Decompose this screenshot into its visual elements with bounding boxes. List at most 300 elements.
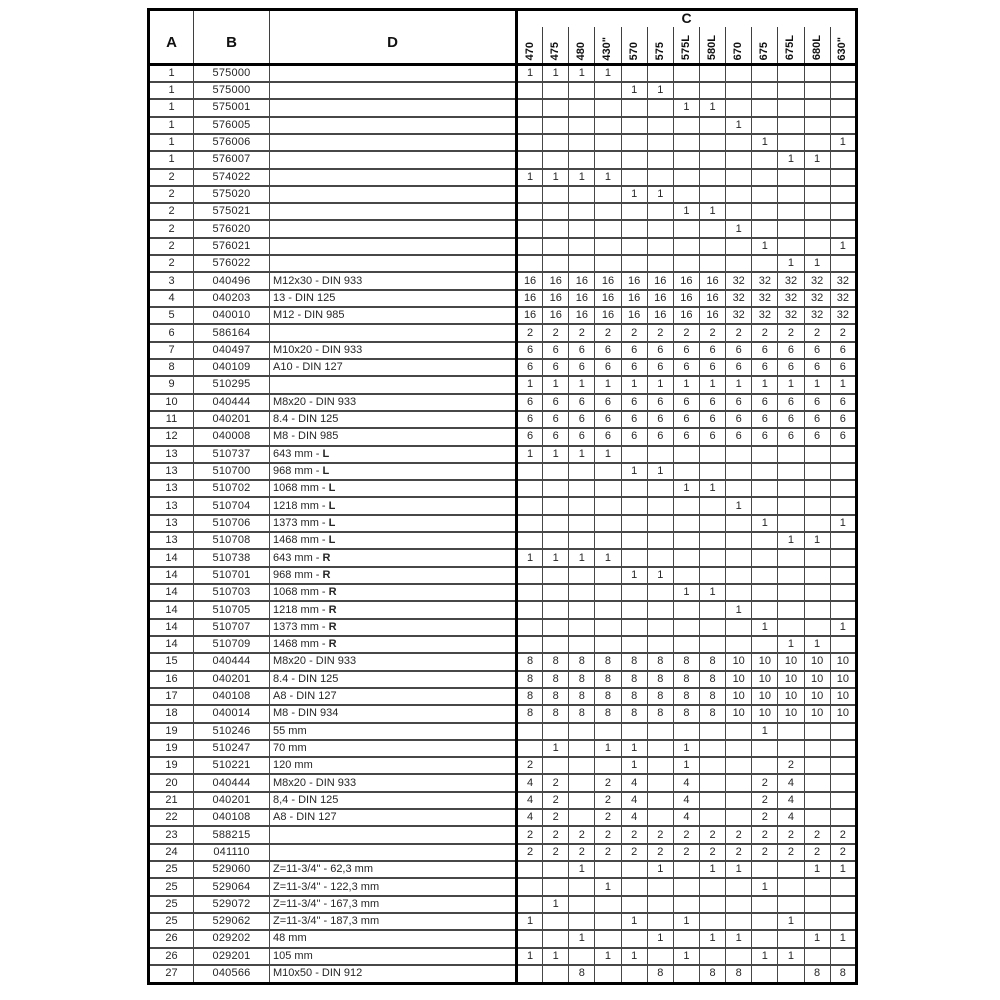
cell-qty <box>726 567 752 584</box>
cell-qty: 2 <box>621 844 647 861</box>
cell-qty: 1 <box>543 376 569 393</box>
cell-qty <box>543 619 569 636</box>
cell-qty: 8 <box>699 671 725 688</box>
cell-qty: 6 <box>543 411 569 428</box>
cell-qty <box>830 463 856 480</box>
cell-qty: 1 <box>778 376 804 393</box>
cell-qty: 1 <box>517 948 543 965</box>
cell-qty <box>778 740 804 757</box>
cell-qty: 1 <box>621 82 647 99</box>
cell-qty: 16 <box>673 272 699 289</box>
cell-qty <box>543 515 569 532</box>
cell-qty <box>778 220 804 237</box>
cell-qty <box>595 584 621 601</box>
table-row <box>149 359 857 376</box>
cell-qty <box>673 619 699 636</box>
table-row <box>149 446 857 463</box>
cell-qty: 6 <box>752 342 778 359</box>
cell-qty: 8 <box>569 705 595 722</box>
description-bold-suffix: L <box>322 465 330 478</box>
cell-qty <box>699 220 725 237</box>
cell-qty <box>569 255 595 272</box>
cell-part-number: 040566 <box>194 965 270 984</box>
cell-qty <box>543 134 569 151</box>
cell-qty <box>830 186 856 203</box>
cell-part-number: 529072 <box>194 896 270 913</box>
cell-qty: 8 <box>543 688 569 705</box>
table-row <box>149 844 857 861</box>
cell-qty: 6 <box>699 394 725 411</box>
cell-qty: 6 <box>621 342 647 359</box>
cell-qty: 16 <box>647 290 673 307</box>
cell-description: 55 mm <box>270 723 517 740</box>
cell-qty <box>804 809 830 826</box>
cell-qty: 1 <box>621 186 647 203</box>
cell-qty <box>621 896 647 913</box>
cell-pos-a: 14 <box>149 636 194 653</box>
cell-qty <box>543 878 569 895</box>
cell-qty: 1 <box>726 220 752 237</box>
cell-qty: 1 <box>569 861 595 878</box>
cell-qty: 6 <box>569 411 595 428</box>
table-row <box>149 740 857 757</box>
cell-qty <box>804 584 830 601</box>
cell-qty: 6 <box>699 428 725 445</box>
cell-qty: 10 <box>830 688 856 705</box>
cell-qty <box>830 740 856 757</box>
cell-qty <box>517 238 543 255</box>
cell-qty: 2 <box>673 844 699 861</box>
cell-qty <box>517 567 543 584</box>
cell-description: 13 - DIN 125 <box>270 290 517 307</box>
cell-qty: 2 <box>726 324 752 341</box>
cell-qty: 2 <box>778 826 804 843</box>
cell-qty <box>752 965 778 984</box>
cell-qty: 6 <box>830 428 856 445</box>
cell-qty <box>595 532 621 549</box>
cell-qty <box>595 220 621 237</box>
cell-qty: 2 <box>830 826 856 843</box>
table-row <box>149 688 857 705</box>
cell-qty <box>726 480 752 497</box>
cell-qty: 8 <box>621 671 647 688</box>
description-bold-suffix: L <box>328 516 336 529</box>
cell-part-number: 510737 <box>194 446 270 463</box>
cell-part-number: 576006 <box>194 134 270 151</box>
cell-qty: 8 <box>647 653 673 670</box>
cell-qty <box>726 584 752 601</box>
cell-qty: 1 <box>804 151 830 168</box>
cell-qty <box>752 255 778 272</box>
cell-qty <box>569 619 595 636</box>
cell-qty: 1 <box>830 930 856 947</box>
cell-qty: 1 <box>595 169 621 186</box>
cell-pos-a: 15 <box>149 653 194 670</box>
cell-qty: 4 <box>517 774 543 791</box>
cell-qty: 1 <box>517 446 543 463</box>
description-bold-suffix: R <box>328 638 337 651</box>
cell-qty: 16 <box>595 272 621 289</box>
cell-qty: 1 <box>621 567 647 584</box>
cell-qty: 1 <box>673 584 699 601</box>
cell-qty: 4 <box>778 774 804 791</box>
cell-qty <box>595 99 621 116</box>
cell-qty: 6 <box>673 394 699 411</box>
cell-qty <box>647 134 673 151</box>
cell-qty: 32 <box>804 307 830 324</box>
cell-part-number: 040497 <box>194 342 270 359</box>
cell-qty: 6 <box>517 411 543 428</box>
cell-qty <box>673 238 699 255</box>
cell-qty: 2 <box>726 826 752 843</box>
cell-qty: 16 <box>699 272 725 289</box>
cell-qty: 1 <box>673 757 699 774</box>
cell-qty <box>726 948 752 965</box>
table-body <box>149 64 857 984</box>
cell-qty <box>699 636 725 653</box>
cell-part-number: 510705 <box>194 601 270 618</box>
cell-pos-a: 22 <box>149 809 194 826</box>
cell-qty: 1 <box>778 913 804 930</box>
cell-pos-a: 19 <box>149 723 194 740</box>
cell-description: M12 - DIN 985 <box>270 307 517 324</box>
qty-column-label: 675 <box>758 42 771 61</box>
cell-qty: 2 <box>647 826 673 843</box>
cell-qty: 8 <box>595 705 621 722</box>
cell-qty <box>517 930 543 947</box>
cell-qty: 1 <box>778 948 804 965</box>
cell-qty: 10 <box>830 705 856 722</box>
cell-qty <box>569 636 595 653</box>
cell-description: Z=11-3/4" - 167,3 mm <box>270 896 517 913</box>
cell-qty <box>543 601 569 618</box>
cell-qty <box>699 896 725 913</box>
cell-qty <box>830 151 856 168</box>
column-header-b: B <box>194 10 270 65</box>
cell-qty <box>726 255 752 272</box>
cell-pos-a: 25 <box>149 913 194 930</box>
cell-qty <box>673 169 699 186</box>
cell-qty <box>673 965 699 984</box>
cell-description: 643 mm - R <box>270 549 517 566</box>
cell-description: 1468 mm - R <box>270 636 517 653</box>
cell-qty <box>699 809 725 826</box>
cell-part-number: 040203 <box>194 290 270 307</box>
cell-qty <box>569 151 595 168</box>
cell-qty <box>517 497 543 514</box>
cell-qty: 1 <box>752 619 778 636</box>
cell-qty <box>778 480 804 497</box>
cell-qty <box>569 220 595 237</box>
cell-qty: 16 <box>569 307 595 324</box>
cell-pos-a: 2 <box>149 169 194 186</box>
cell-qty <box>726 619 752 636</box>
cell-qty <box>830 792 856 809</box>
cell-qty: 1 <box>595 446 621 463</box>
cell-qty <box>726 134 752 151</box>
cell-qty: 6 <box>804 342 830 359</box>
cell-qty <box>752 567 778 584</box>
cell-qty: 2 <box>752 792 778 809</box>
cell-qty <box>778 878 804 895</box>
cell-part-number: 510738 <box>194 549 270 566</box>
cell-qty <box>595 186 621 203</box>
cell-qty <box>804 913 830 930</box>
cell-qty <box>517 151 543 168</box>
cell-qty: 8 <box>673 671 699 688</box>
cell-qty <box>569 792 595 809</box>
cell-qty: 2 <box>595 809 621 826</box>
cell-pos-a: 1 <box>149 134 194 151</box>
cell-qty: 10 <box>778 671 804 688</box>
cell-qty: 1 <box>569 64 595 82</box>
cell-qty <box>517 896 543 913</box>
cell-description: 70 mm <box>270 740 517 757</box>
cell-qty: 1 <box>543 446 569 463</box>
cell-part-number: 040109 <box>194 359 270 376</box>
cell-qty: 4 <box>778 809 804 826</box>
cell-qty <box>726 446 752 463</box>
cell-description: 968 mm - L <box>270 463 517 480</box>
cell-qty: 2 <box>673 826 699 843</box>
cell-qty <box>804 186 830 203</box>
cell-qty: 6 <box>726 411 752 428</box>
cell-qty <box>569 601 595 618</box>
qty-column-label: 575L <box>679 35 692 61</box>
cell-qty: 2 <box>804 324 830 341</box>
cell-qty <box>830 584 856 601</box>
cell-qty: 10 <box>804 688 830 705</box>
cell-qty: 16 <box>647 272 673 289</box>
description-bold-suffix: R <box>328 603 337 616</box>
cell-qty: 6 <box>673 428 699 445</box>
cell-qty <box>569 584 595 601</box>
cell-qty <box>673 601 699 618</box>
cell-qty: 6 <box>595 411 621 428</box>
cell-qty: 32 <box>726 272 752 289</box>
cell-qty: 1 <box>595 740 621 757</box>
cell-qty <box>569 896 595 913</box>
cell-qty <box>752 82 778 99</box>
cell-description <box>270 826 517 843</box>
cell-qty: 16 <box>569 290 595 307</box>
column-group-header-c: C <box>517 10 857 28</box>
cell-description: 643 mm - L <box>270 446 517 463</box>
cell-qty <box>543 567 569 584</box>
cell-qty <box>726 757 752 774</box>
cell-qty: 8 <box>647 965 673 984</box>
cell-qty: 32 <box>830 307 856 324</box>
cell-qty: 8 <box>830 965 856 984</box>
cell-qty <box>673 896 699 913</box>
table-row <box>149 376 857 393</box>
cell-pos-a: 21 <box>149 792 194 809</box>
cell-qty: 1 <box>595 948 621 965</box>
cell-qty <box>673 532 699 549</box>
cell-qty: 16 <box>699 290 725 307</box>
cell-qty: 1 <box>517 549 543 566</box>
cell-qty: 16 <box>595 307 621 324</box>
cell-qty: 6 <box>647 428 673 445</box>
table-row <box>149 290 857 307</box>
cell-qty <box>752 64 778 82</box>
cell-description: M8 - DIN 985 <box>270 428 517 445</box>
cell-qty <box>699 792 725 809</box>
cell-qty <box>647 584 673 601</box>
cell-qty: 1 <box>621 463 647 480</box>
cell-qty: 16 <box>621 290 647 307</box>
cell-qty: 2 <box>830 844 856 861</box>
cell-qty: 1 <box>517 913 543 930</box>
cell-part-number: 029201 <box>194 948 270 965</box>
cell-qty: 6 <box>778 428 804 445</box>
cell-qty <box>647 948 673 965</box>
cell-qty <box>830 636 856 653</box>
description-bold-suffix: L <box>322 447 330 460</box>
cell-qty: 32 <box>778 272 804 289</box>
cell-qty <box>595 619 621 636</box>
cell-qty <box>647 532 673 549</box>
cell-qty <box>804 82 830 99</box>
cell-qty: 6 <box>726 428 752 445</box>
table-row <box>149 186 857 203</box>
cell-pos-a: 7 <box>149 342 194 359</box>
cell-qty <box>543 723 569 740</box>
cell-qty: 2 <box>517 844 543 861</box>
cell-qty: 32 <box>752 272 778 289</box>
cell-part-number: 510700 <box>194 463 270 480</box>
cell-qty <box>778 515 804 532</box>
cell-qty <box>752 186 778 203</box>
cell-qty <box>595 930 621 947</box>
cell-part-number: 040444 <box>194 394 270 411</box>
cell-qty: 2 <box>621 826 647 843</box>
cell-qty <box>804 896 830 913</box>
cell-description <box>270 134 517 151</box>
cell-qty <box>543 965 569 984</box>
cell-part-number: 576020 <box>194 220 270 237</box>
cell-qty: 1 <box>673 948 699 965</box>
cell-qty <box>726 913 752 930</box>
cell-qty: 10 <box>726 705 752 722</box>
cell-qty: 1 <box>752 878 778 895</box>
cell-description <box>270 220 517 237</box>
cell-qty <box>752 99 778 116</box>
cell-qty <box>830 497 856 514</box>
cell-description: M8x20 - DIN 933 <box>270 394 517 411</box>
cell-qty <box>647 636 673 653</box>
cell-qty <box>726 64 752 82</box>
cell-qty: 1 <box>569 930 595 947</box>
cell-pos-a: 4 <box>149 290 194 307</box>
cell-qty: 1 <box>673 99 699 116</box>
cell-part-number: 040010 <box>194 307 270 324</box>
cell-qty: 1 <box>699 99 725 116</box>
cell-qty <box>517 463 543 480</box>
cell-qty: 6 <box>778 342 804 359</box>
cell-qty <box>647 878 673 895</box>
cell-qty <box>699 82 725 99</box>
cell-qty: 16 <box>543 272 569 289</box>
cell-qty: 2 <box>804 826 830 843</box>
cell-qty <box>726 99 752 116</box>
cell-qty: 1 <box>647 930 673 947</box>
cell-qty: 1 <box>726 930 752 947</box>
cell-qty: 1 <box>752 376 778 393</box>
cell-qty <box>595 567 621 584</box>
cell-qty: 1 <box>830 238 856 255</box>
cell-qty: 6 <box>726 342 752 359</box>
cell-qty <box>830 723 856 740</box>
cell-pos-a: 5 <box>149 307 194 324</box>
cell-qty <box>517 515 543 532</box>
cell-qty <box>517 117 543 134</box>
table-row <box>149 497 857 514</box>
cell-qty <box>517 619 543 636</box>
cell-qty <box>647 913 673 930</box>
cell-qty <box>673 220 699 237</box>
cell-qty <box>804 878 830 895</box>
cell-qty <box>569 117 595 134</box>
cell-qty: 1 <box>673 376 699 393</box>
cell-qty <box>804 497 830 514</box>
cell-qty <box>673 549 699 566</box>
cell-qty <box>778 567 804 584</box>
cell-qty: 8 <box>647 705 673 722</box>
cell-qty: 1 <box>830 134 856 151</box>
cell-pos-a: 20 <box>149 774 194 791</box>
cell-pos-a: 13 <box>149 515 194 532</box>
cell-qty: 2 <box>752 826 778 843</box>
cell-qty <box>830 169 856 186</box>
cell-qty <box>699 948 725 965</box>
cell-part-number: 040444 <box>194 774 270 791</box>
cell-qty: 1 <box>778 255 804 272</box>
cell-pos-a: 16 <box>149 671 194 688</box>
cell-qty <box>804 723 830 740</box>
cell-description: M10x50 - DIN 912 <box>270 965 517 984</box>
cell-qty <box>726 636 752 653</box>
cell-description: 1218 mm - R <box>270 601 517 618</box>
cell-qty <box>647 896 673 913</box>
cell-qty: 6 <box>569 342 595 359</box>
cell-qty <box>647 601 673 618</box>
cell-qty <box>804 134 830 151</box>
cell-qty <box>621 497 647 514</box>
cell-qty: 6 <box>543 428 569 445</box>
cell-qty <box>752 446 778 463</box>
cell-qty: 32 <box>726 290 752 307</box>
cell-qty: 10 <box>804 653 830 670</box>
cell-qty <box>752 549 778 566</box>
cell-qty: 1 <box>569 446 595 463</box>
cell-qty: 6 <box>543 342 569 359</box>
cell-part-number: 041110 <box>194 844 270 861</box>
cell-pos-a: 1 <box>149 82 194 99</box>
cell-qty <box>569 723 595 740</box>
cell-qty: 2 <box>517 324 543 341</box>
cell-qty <box>647 497 673 514</box>
cell-qty: 1 <box>517 376 543 393</box>
cell-qty <box>752 913 778 930</box>
cell-qty: 32 <box>830 272 856 289</box>
cell-qty <box>778 186 804 203</box>
table-row <box>149 394 857 411</box>
cell-qty <box>778 896 804 913</box>
cell-qty: 6 <box>517 359 543 376</box>
cell-qty <box>726 151 752 168</box>
qty-column-header-430in <box>595 27 621 64</box>
